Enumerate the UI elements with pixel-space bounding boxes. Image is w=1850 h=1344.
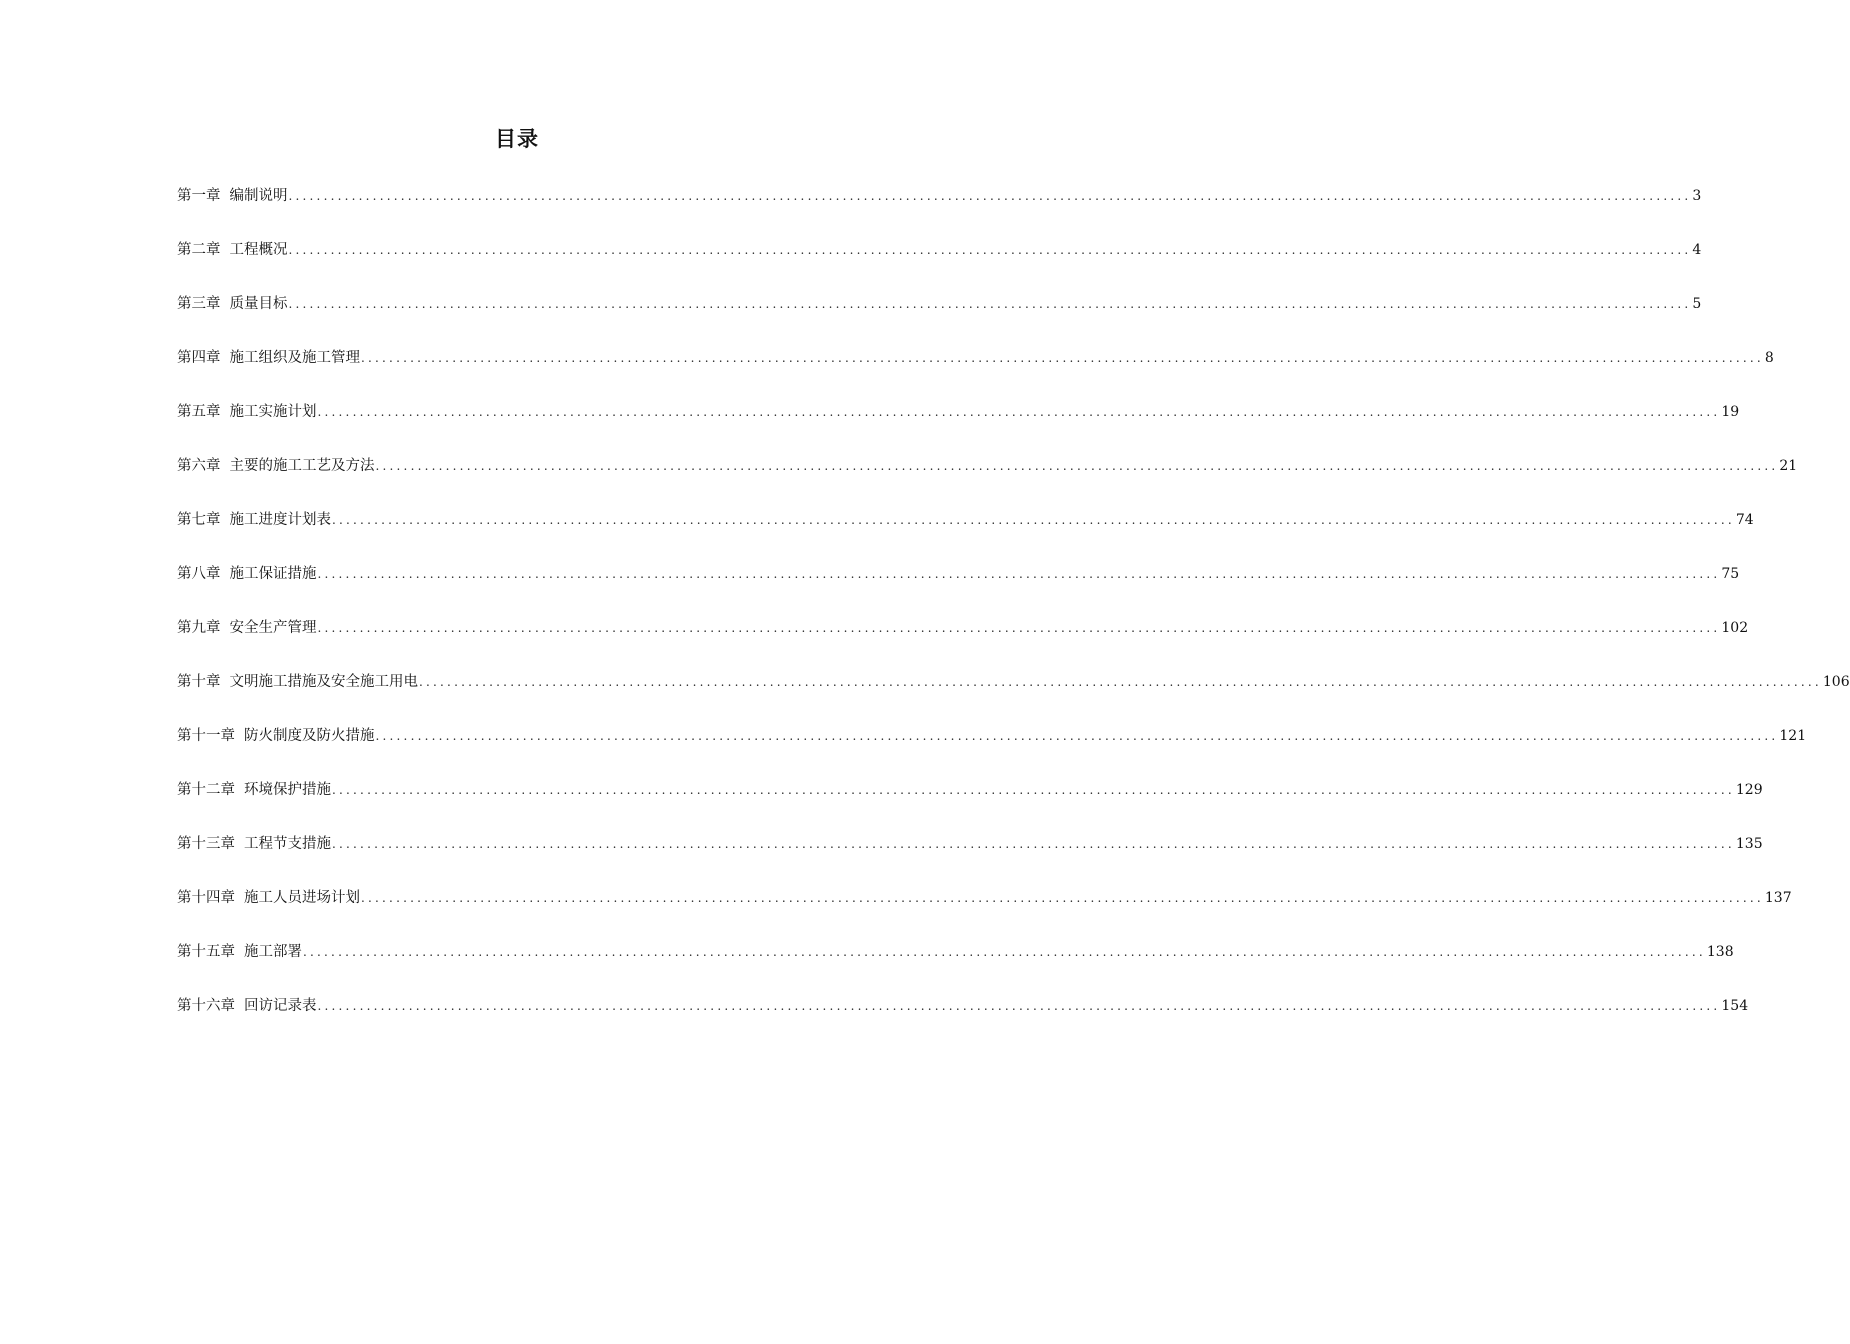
toc-dot-leader: ........................................................................................................................................................................................................ (317, 567, 1721, 581)
toc-entry[interactable] (177, 883, 1792, 937)
toc-page-number: 154 (1721, 998, 1749, 1014)
toc-entry[interactable] (177, 397, 1740, 451)
toc-chapter-label: 第一章 (177, 188, 221, 204)
toc-chapter-label: 第七章 (177, 512, 221, 528)
toc-page-number: 3 (1692, 188, 1702, 204)
toc-entry[interactable] (177, 289, 1702, 343)
toc-entry[interactable] (177, 559, 1740, 613)
toc-page-number: 102 (1721, 620, 1749, 636)
toc-dot-leader: ........................................................................................................................................................................................................ (303, 945, 1706, 959)
toc-chapter-label: 第十六章 (177, 998, 235, 1014)
toc-dot-leader: ........................................................................................................................................................................................................ (361, 351, 1764, 365)
toc-chapter-label: 第八章 (177, 566, 221, 582)
toc-dot-leader: ........................................................................................................................................................................................................ (332, 783, 1735, 797)
toc-entry[interactable] (177, 721, 1807, 775)
toc-chapter-label: 第十章 (177, 674, 221, 690)
toc-entry[interactable] (177, 991, 1749, 1045)
toc-dot-leader: ........................................................................................................................................................................................................ (332, 513, 1735, 527)
toc-entry[interactable] (177, 181, 1702, 235)
toc-page-number: 5 (1692, 296, 1702, 312)
toc-chapter-name: 工程节支措施 (244, 836, 331, 852)
toc-chapter-name: 防火制度及防火措施 (244, 728, 375, 744)
toc-page-number: 4 (1692, 242, 1702, 258)
toc-dot-leader: ........................................................................................................................................................................................................ (288, 243, 1692, 257)
toc-chapter-name: 施工组织及施工管理 (229, 350, 360, 366)
toc-chapter-label: 第五章 (177, 404, 221, 420)
toc-chapter-name: 施工保证措施 (229, 566, 317, 582)
toc-entry[interactable] (177, 613, 1749, 667)
toc-chapter-name: 质量目标 (229, 296, 288, 312)
toc-dot-leader: ........................................................................................................................................................................................................ (288, 189, 1692, 203)
toc-entry[interactable] (177, 667, 1850, 721)
toc-page-number: 74 (1735, 512, 1754, 528)
toc-chapter-label: 第十一章 (177, 728, 235, 744)
toc-chapter-label: 第三章 (177, 296, 221, 312)
toc-chapter-name: 主要的施工工艺及方法 (229, 458, 375, 474)
toc-chapter-label: 第九章 (177, 620, 221, 636)
toc-chapter-label: 第十五章 (177, 944, 235, 960)
toc-dot-leader: ........................................................................................................................................................................................................ (375, 459, 1779, 473)
toc-entry[interactable] (177, 235, 1702, 289)
toc-entry[interactable] (177, 343, 1774, 397)
toc-chapter-label: 第四章 (177, 350, 221, 366)
toc-page-number: 21 (1779, 458, 1798, 474)
toc-page-number: 129 (1735, 782, 1763, 798)
toc-chapter-label: 第六章 (177, 458, 221, 474)
toc-chapter-name: 施工人员进场计划 (244, 890, 360, 906)
toc-entry[interactable] (177, 775, 1763, 829)
toc-chapter-name: 编制说明 (229, 188, 288, 204)
toc-page-number: 19 (1721, 404, 1740, 420)
toc-chapter-label: 第二章 (177, 242, 221, 258)
toc-list (177, 181, 1850, 1045)
toc-page-number: 135 (1735, 836, 1763, 852)
toc-chapter-name: 回访记录表 (244, 998, 317, 1014)
toc-chapter-label: 第十四章 (177, 890, 235, 906)
toc-title-text: 目录 (495, 127, 539, 151)
toc-dot-leader: ........................................................................................................................................................................................................ (317, 405, 1721, 419)
toc-chapter-name: 施工进度计划表 (229, 512, 331, 528)
toc-chapter-name: 安全生产管理 (229, 620, 317, 636)
toc-chapter-label: 第十三章 (177, 836, 235, 852)
toc-dot-leader: ........................................................................................................................................................................................................ (419, 675, 1822, 689)
toc-entry[interactable] (177, 829, 1763, 883)
toc-chapter-name: 工程概况 (229, 242, 288, 258)
toc-dot-leader: ........................................................................................................................................................................................................ (375, 729, 1779, 743)
toc-dot-leader: ........................................................................................................................................................................................................ (361, 891, 1764, 905)
toc-chapter-name: 环境保护措施 (244, 782, 331, 798)
toc-dot-leader: ........................................................................................................................................................................................................ (332, 837, 1735, 851)
toc-chapter-name: 文明施工措施及安全施工用电 (229, 674, 418, 690)
toc-page-number: 121 (1779, 728, 1807, 744)
toc-page-number: 137 (1764, 890, 1792, 906)
toc-chapter-label: 第十二章 (177, 782, 235, 798)
toc-page-number: 8 (1764, 350, 1774, 366)
toc-dot-leader: ........................................................................................................................................................................................................ (288, 297, 1692, 311)
toc-page-number: 75 (1721, 566, 1740, 582)
toc-entry[interactable] (177, 937, 1734, 991)
toc-entry[interactable] (177, 505, 1754, 559)
toc-entry[interactable] (177, 451, 1798, 505)
toc-chapter-name: 施工实施计划 (229, 404, 317, 420)
toc-title (0, 123, 1034, 155)
toc-dot-leader: ........................................................................................................................................................................................................ (317, 999, 1721, 1013)
toc-page-number: 138 (1706, 944, 1734, 960)
toc-dot-leader: ........................................................................................................................................................................................................ (317, 621, 1721, 635)
toc-chapter-name: 施工部署 (244, 944, 302, 960)
toc-page-number: 106 (1822, 674, 1850, 690)
